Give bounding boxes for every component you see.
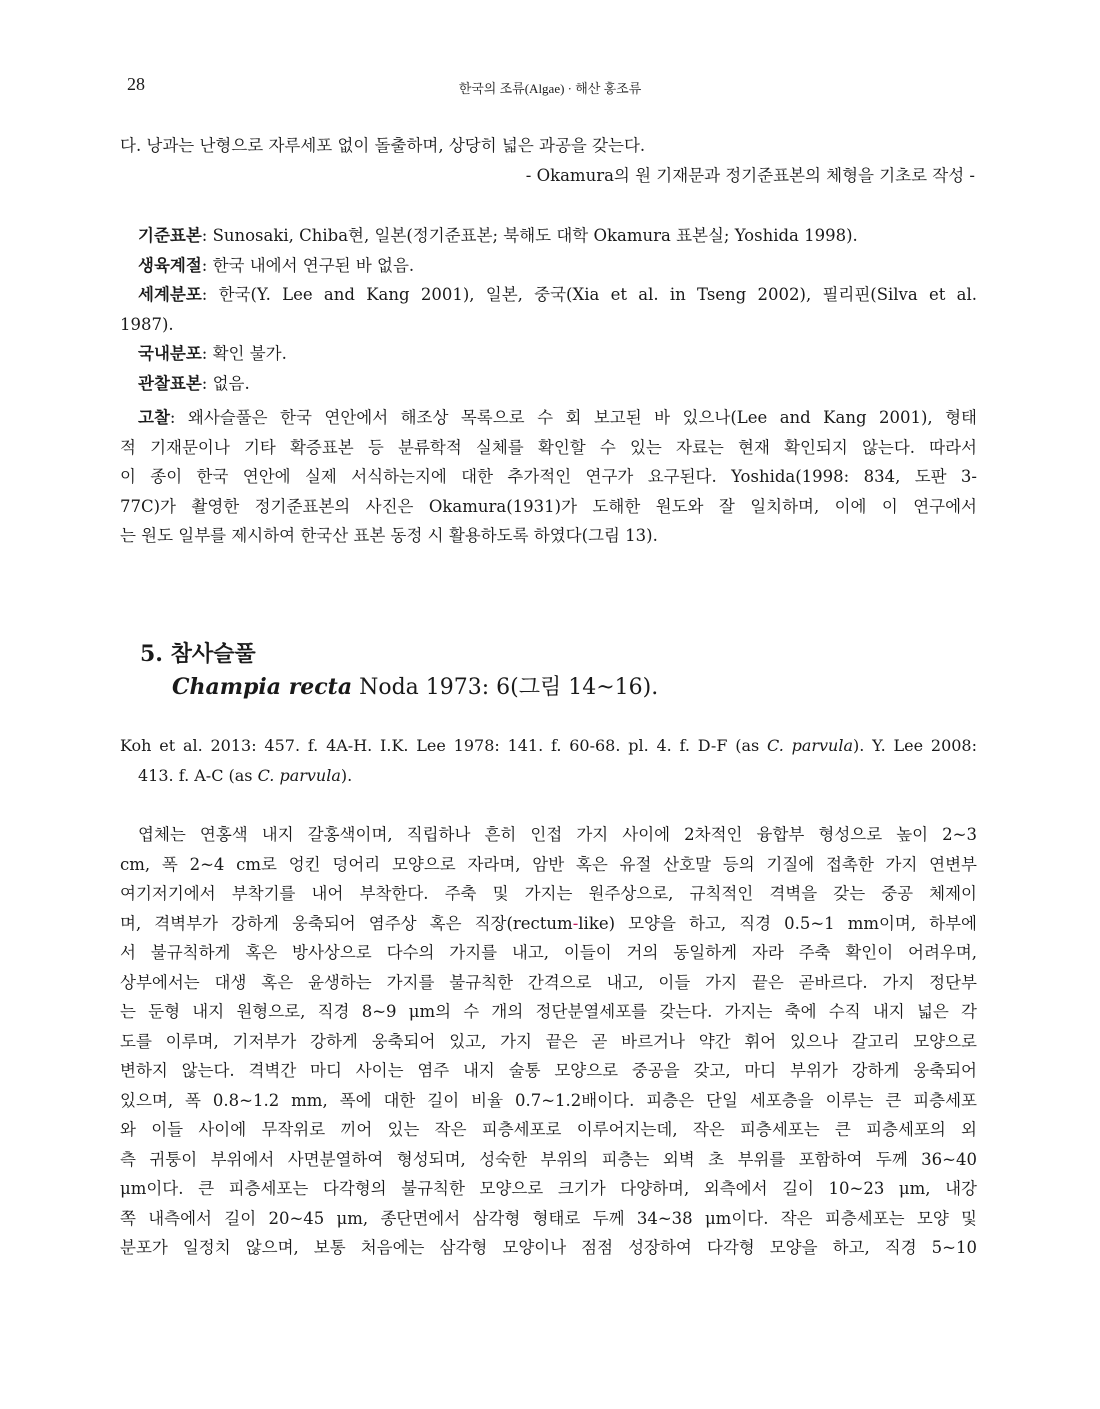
description-line: 상부에서는 대생 혹은 윤생하는 가지를 불규칙한 간격으로 내고, 이들 가지 끝은 곧바르다. 가지 정단부 — [120, 972, 978, 992]
description-line: 분포가 일정치 않으며, 보통 처음에는 삼각형 모양이나 점점 성장하여 다각형 모양을 하고, 직경 5~10 — [120, 1238, 977, 1257]
highlighted-hyphen: - — [572, 913, 579, 933]
species-name: C. parvula — [257, 765, 341, 785]
field-text: : 없음. — [201, 373, 250, 393]
remarks-line: 77C)가 촬영한 정기준표본의 사진은 Okamura(1931)가 도해한 원도와 잘 일치하며, 이에 이 연구에서 — [120, 496, 977, 516]
species-name: C. parvula — [767, 736, 854, 755]
description-text: like) 모양을 하고, 직경 0.5~1 mm이며, 하부에 — [578, 913, 977, 933]
field-label: 관찰표본 — [138, 373, 202, 393]
description-line: 측 귀퉁이 부위에서 사면분열하여 형성되며, 성숙한 부위의 피층는 외벽 초 부위를 포함하여 두께 36~40 — [120, 1149, 977, 1169]
description-line: 엽체는 연홍색 내지 갈홍색이며, 직립하나 흔히 인접 가지 사이에 2차적인 융합부 형성으로 높이 2~3 — [138, 825, 977, 844]
intro-line: 다. 낭과는 난형으로 자루세포 없이 돌출하며, 상당히 넓은 과공을 갖는다. — [120, 136, 646, 155]
description-line: 쪽 내측에서 길이 20~45 μm, 종단면에서 삼각형 형태로 두께 34~38 μm이다. 작은 피층세포는 모양 및 — [120, 1208, 977, 1228]
field-observed-specimens — [120, 369, 977, 399]
description-block — [120, 820, 977, 1263]
remarks-text: : 왜사슬풀은 한국 연안에서 해조상 목록으로 수 회 보고된 바 있으나(Lee and Kang 2001), 형태 — [169, 408, 977, 427]
source-note: - Okamura의 원 기재문과 정기준표본의 체형을 기초로 작성 - — [525, 165, 975, 185]
section-scientific-name — [172, 670, 658, 701]
field-text: : 확인 불가. — [201, 344, 287, 363]
field-korea-distribution — [120, 339, 977, 369]
field-label: 국내분포 — [138, 344, 202, 363]
description-line: 는 둔형 내지 원형으로, 직경 8~9 μm의 수 개의 정단분열세포를 갖는다. 가지는 축에 수직 내지 넓은 각 — [120, 1002, 977, 1021]
running-head: 한국의 조류(Algae) · 해산 홍조류 — [458, 81, 642, 96]
synonymy-line — [120, 731, 977, 761]
synonymy-text: ). Y. Lee 2008: — [853, 736, 978, 755]
section-korean-name: 참사슬풀 — [170, 641, 256, 667]
section-number: 5. — [140, 641, 163, 667]
description-line: 서 불규칙하게 혹은 방사상으로 다수의 가지를 내고, 이들이 거의 동일하게 자라 주축 확인이 어려우며, — [120, 943, 978, 962]
synonymy-block — [120, 731, 977, 790]
description-line: 여기저기에서 부착기를 내어 부착한다. 주축 및 가지는 원주상으로, 규칙적인 격벽을 갖는 중공 체제이 — [120, 884, 977, 903]
remarks-label: 고찰 — [138, 408, 170, 427]
remarks-line — [120, 403, 977, 433]
synonymy-text: ). — [340, 765, 353, 785]
field-type-specimen — [120, 221, 977, 251]
page-number: 28 — [127, 74, 145, 94]
authority: Noda 1973: 6(그림 14~16). — [352, 675, 659, 700]
description-line — [120, 909, 977, 939]
field-world-distribution — [120, 280, 977, 310]
description-line: 도를 이루며, 기저부가 강하게 웅축되어 있고, 가지 끝은 곧 바르거나 약간 휘어 있으나 갈고리 모양으로 — [120, 1031, 977, 1051]
genus-species: Champia recta — [172, 674, 353, 700]
remarks-block — [120, 403, 977, 551]
description-line: 변하지 않는다. 격벽간 마디 사이는 염주 내지 술통 모양으로 중공을 갖고, 마디 부위가 강하게 웅축되어 — [120, 1061, 977, 1080]
field-world-distribution-cont: 1987). — [120, 314, 174, 334]
description-line: 와 이들 사이에 무작위로 끼어 있는 작은 피층세포로 이루어지는데, 작은 피층세포는 큰 피층세포의 외 — [120, 1120, 977, 1139]
intro-block — [120, 131, 977, 190]
field-label: 기준표본 — [138, 226, 202, 245]
field-growth-season — [120, 251, 977, 281]
field-label: 세계분포 — [138, 285, 202, 304]
field-label: 생육계절 — [138, 255, 202, 275]
section-heading — [140, 637, 256, 668]
field-text: : 한국 내에서 연구된 바 없음. — [201, 255, 415, 275]
synonymy-text: 413. f. A-C (as — [138, 765, 258, 785]
description-line: cm, 폭 2~4 cm로 엉킨 덩어리 모양으로 자라며, 암반 혹은 유절 산호말 등의 기질에 접촉한 가지 연변부 — [120, 854, 977, 874]
field-text: : Sunosaki, Chiba현, 일본(정기준표본; 북해도 대학 Okamura 표본실; Yoshida 1998). — [201, 226, 858, 245]
fields-block — [120, 221, 977, 398]
description-line: μm이다. 큰 피층세포는 다각형의 불규칙한 모양으로 크기가 다양하며, 외측에서 길이 10~23 μm, 내강 — [120, 1179, 977, 1198]
remarks-line: 적 기재문이나 기타 확증표본 등 분류학적 실체를 확인할 수 있는 자료는 현재 확인되지 않는다. 따라서 — [120, 437, 978, 457]
field-text: : 한국(Y. Lee and Kang 2001), 일본, 중국(Xia et al. in Tseng 2002), 필리핀(Silva et al. — [201, 285, 977, 304]
remarks-line: 이 종이 한국 연안에 실제 서식하는지에 대한 추가적인 연구가 요구된다. Yoshida(1998: 834, 도판 3- — [120, 467, 977, 486]
description-text: 며, 격벽부가 강하게 웅축되어 염주상 혹은 직장(rectum — [120, 913, 573, 933]
synonymy-line — [120, 761, 977, 791]
synonymy-text: Koh et al. 2013: 457. f. 4A-H. I.K. Lee 1978: 141. f. 60-68. pl. 4. f. D-F (as — [120, 736, 768, 755]
remarks-line: 는 원도 일부를 제시하여 한국산 표본 동정 시 활용하도록 하였다(그림 13). — [120, 526, 658, 545]
description-line: 있으며, 폭 0.8~1.2 mm, 폭에 대한 길이 비율 0.7~1.2배이다. 피층은 단일 세포층을 이루는 큰 피층세포 — [120, 1090, 977, 1110]
